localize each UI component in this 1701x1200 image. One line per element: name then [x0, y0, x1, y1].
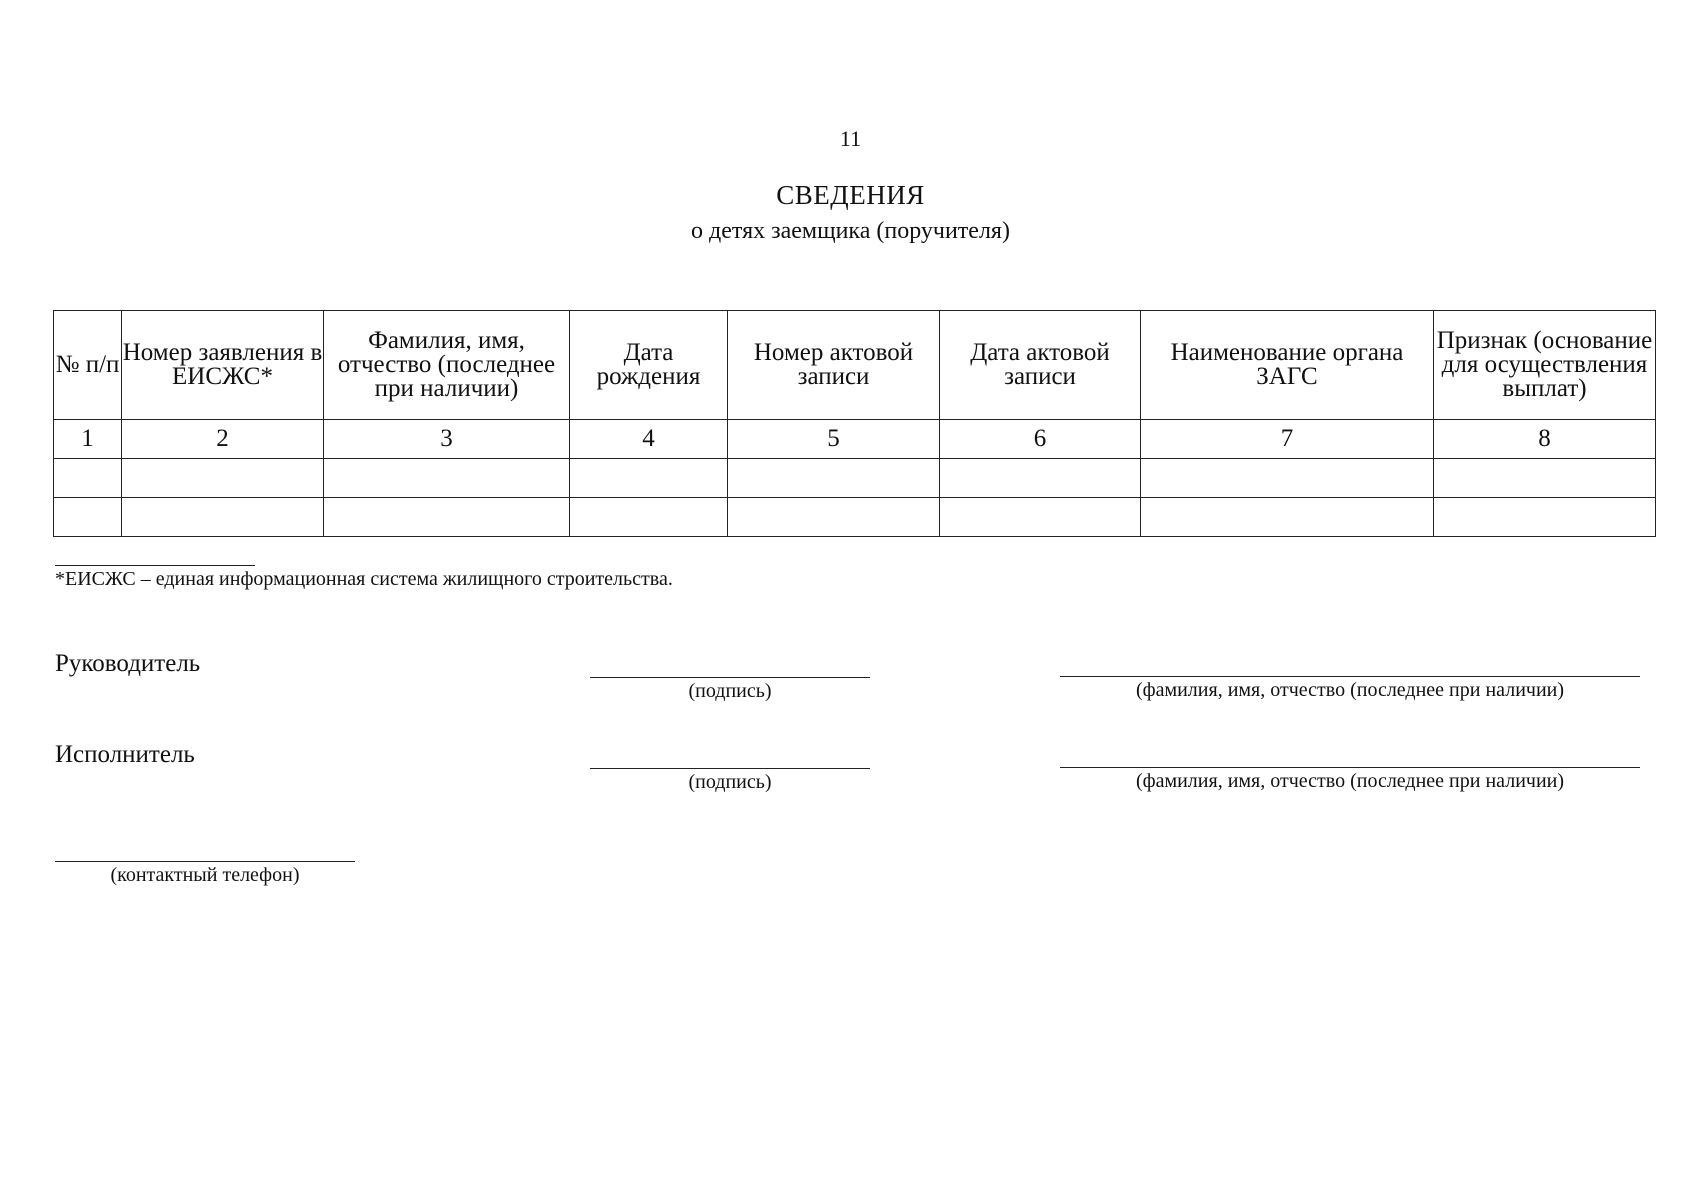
table-cell[interactable]	[940, 459, 1141, 498]
head-name-caption: (фамилия, имя, отчество (последнее при наличии)	[1135, 679, 1565, 701]
header-civil-record-number: Номер актовой записи	[728, 311, 940, 420]
executor-name-caption: (фамилия, имя, отчество (последнее при наличии)	[1135, 770, 1565, 792]
head-label: Руководитель	[55, 650, 201, 677]
footnote-text: *ЕИСЖС – единая информационная система жилищного строительства.	[55, 568, 673, 590]
header-full-name: Фамилия, имя, отчество (последнее при наличии)	[324, 311, 570, 420]
contact-phone-caption: (контактный телефон)	[110, 864, 300, 886]
table-cell[interactable]	[1141, 498, 1434, 537]
column-number: 4	[570, 420, 728, 459]
column-number: 5	[728, 420, 940, 459]
table-row-empty	[54, 498, 1656, 537]
header-row-number: № п/п	[54, 311, 122, 420]
table-cell[interactable]	[54, 459, 122, 498]
header-payment-basis: Признак (основание для осуществления выплат)	[1434, 311, 1656, 420]
executor-label: Исполнитель	[55, 741, 195, 768]
table-cell[interactable]	[1141, 459, 1434, 498]
column-number: 1	[54, 420, 122, 459]
header-civil-record-date: Дата актовой записи	[940, 311, 1141, 420]
executor-name-line[interactable]	[1060, 767, 1640, 768]
column-number: 2	[122, 420, 324, 459]
document-title: СВЕДЕНИЯ	[776, 180, 925, 210]
table-cell[interactable]	[1434, 459, 1656, 498]
header-application-number: Номер заявления в ЕИСЖС*	[122, 311, 324, 420]
executor-signature-caption: (подпись)	[688, 771, 772, 793]
table-cell[interactable]	[940, 498, 1141, 537]
table-cell[interactable]	[570, 498, 728, 537]
column-number-row	[54, 420, 1656, 459]
column-number: 8	[1434, 420, 1656, 459]
table-cell[interactable]	[324, 498, 570, 537]
column-number: 6	[940, 420, 1141, 459]
document-subtitle: о детях заемщика (поручителя)	[691, 218, 1010, 244]
table-row-empty	[54, 459, 1656, 498]
children-info-table	[53, 310, 1656, 537]
table-cell[interactable]	[324, 459, 570, 498]
table-cell[interactable]	[570, 459, 728, 498]
page-number: 11	[839, 126, 862, 151]
head-signature-caption: (подпись)	[688, 680, 772, 702]
table-header-row	[54, 311, 1656, 420]
table-cell[interactable]	[728, 459, 940, 498]
table-cell[interactable]	[122, 498, 324, 537]
table-cell[interactable]	[54, 498, 122, 537]
contact-phone-line[interactable]	[55, 861, 355, 862]
head-signature-line[interactable]	[590, 677, 870, 678]
header-registry-office-name: Наименование органа ЗАГС	[1141, 311, 1434, 420]
footnote-separator	[55, 565, 255, 566]
table-cell[interactable]	[728, 498, 940, 537]
table-cell[interactable]	[122, 459, 324, 498]
table-cell[interactable]	[1434, 498, 1656, 537]
header-birth-date: Дата рождения	[570, 311, 728, 420]
head-name-line[interactable]	[1060, 676, 1640, 677]
column-number: 7	[1141, 420, 1434, 459]
executor-signature-line[interactable]	[590, 768, 870, 769]
column-number: 3	[324, 420, 570, 459]
